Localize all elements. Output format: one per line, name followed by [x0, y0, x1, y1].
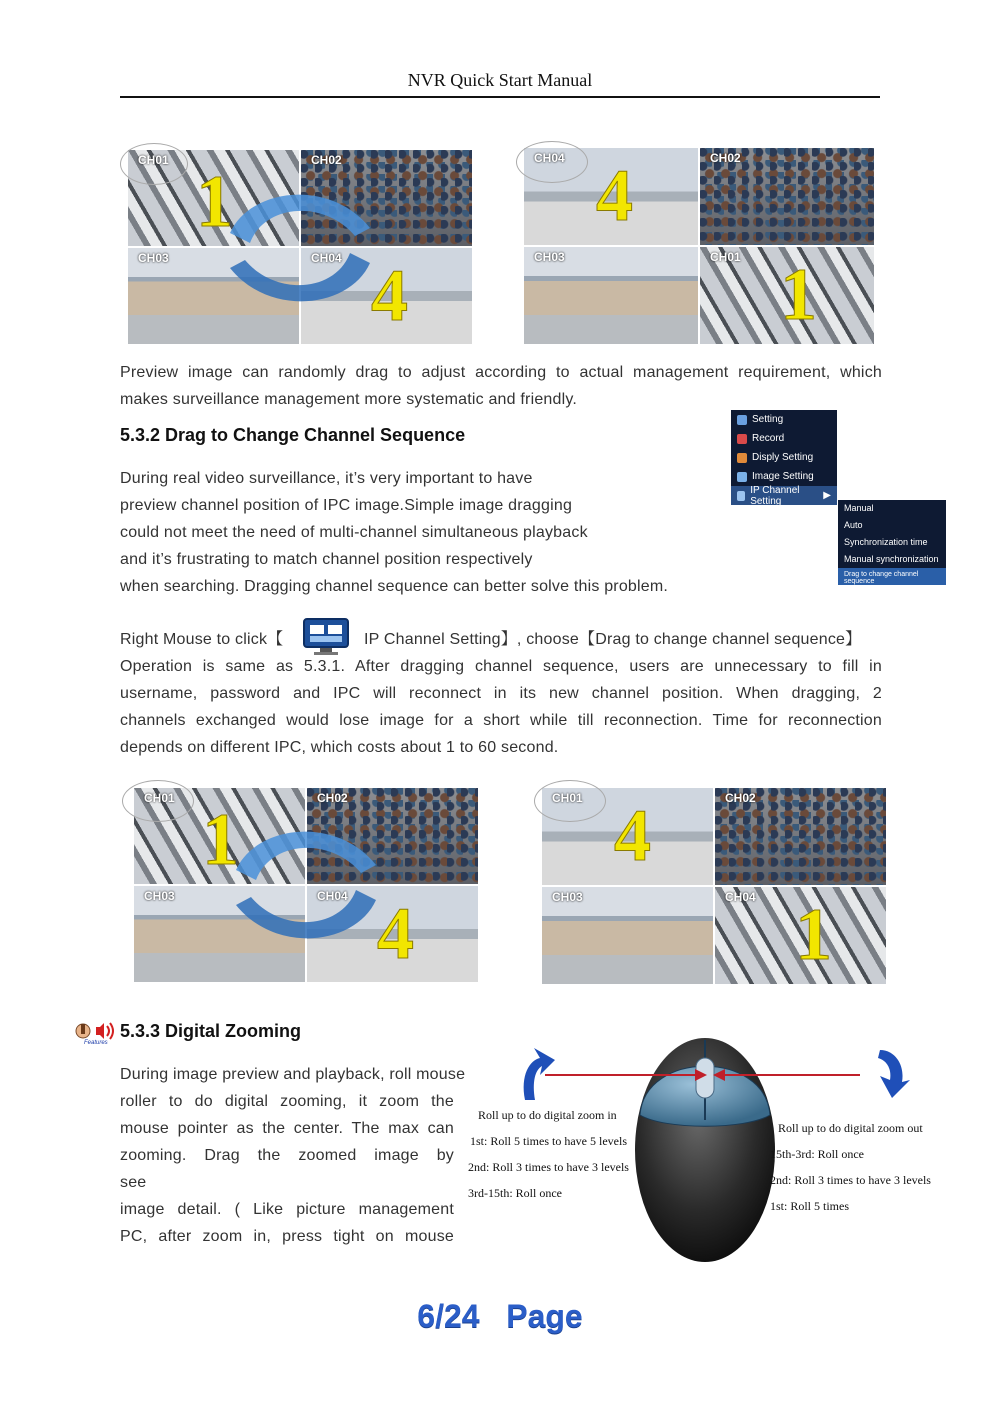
- menu-item-record[interactable]: Record: [731, 429, 837, 448]
- text-line: roller to do digital zooming, it zoom the: [120, 1093, 454, 1110]
- zoom-out-step: 15th-3rd: Roll once: [770, 1147, 864, 1161]
- channel-label: CH01: [552, 791, 583, 805]
- text-line: username, password and IPC will reconnect in its new channel position. When dragging, 2: [120, 685, 882, 702]
- text-line: see: [120, 1174, 147, 1191]
- zoom-out-step: 2nd: Roll 3 times to have 3 levels: [770, 1173, 931, 1187]
- drag-number: 1: [196, 161, 233, 243]
- channel-label: CH04: [317, 889, 348, 903]
- header-rule: [120, 96, 880, 98]
- text-line: mouse pointer as the center. The max can: [120, 1120, 454, 1137]
- menu-item-display-setting[interactable]: Disply Setting: [731, 448, 837, 467]
- channel-label: CH02: [317, 791, 348, 805]
- preview-grid-after: [524, 148, 874, 344]
- submenu-item-drag-sequence[interactable]: Drag to change channel sequence: [838, 568, 946, 585]
- zoom-in-step: 1st: Roll 5 times to have 5 levels: [470, 1134, 627, 1148]
- swap-arrows-icon: [216, 815, 396, 955]
- channel-tile: [524, 247, 698, 344]
- channel-label: CH03: [552, 890, 583, 904]
- section-heading: 5.3.3 Digital Zooming: [120, 1021, 302, 1041]
- channel-label: CH01: [144, 791, 175, 805]
- text-line: During real video surveillance, it’s very important to have: [120, 470, 533, 487]
- intro-line: makes surveillance management more systematic and friendly.: [120, 391, 578, 408]
- submenu-item-manual-sync[interactable]: Manual synchronization: [844, 554, 939, 564]
- channel-label: CH03: [534, 250, 565, 264]
- text-line: and it’s frustrating to match channel position respectively: [120, 551, 533, 568]
- section-heading: 5.3.2 Drag to Change Channel Sequence: [120, 425, 466, 445]
- instruction-suffix: IP Channel Setting】, choose【Drag to change channel sequence】: [364, 631, 862, 648]
- section-532-body: [120, 653, 882, 761]
- highlight-ring: [516, 141, 588, 183]
- chevron-right-icon: ▶: [823, 490, 831, 501]
- drag-number: 1: [202, 799, 239, 881]
- channel-label: CH01: [138, 153, 169, 167]
- record-icon: [737, 434, 747, 444]
- zoom-in-step: 2nd: Roll 3 times to have 3 levels: [468, 1160, 629, 1174]
- text-line: preview channel position of IPC image.Simple image dragging: [120, 497, 573, 514]
- context-submenu: [838, 500, 946, 585]
- highlight-ring: [120, 143, 188, 185]
- page-number: 6/24 Page: [417, 1298, 583, 1334]
- highlight-ring: [122, 780, 194, 822]
- channel-tile: [715, 788, 886, 885]
- scroll-down-icon: [878, 1050, 910, 1098]
- intro-line: Preview image can randomly drag to adjust according to actual management requirement, which: [120, 364, 882, 381]
- channel-tile: [700, 148, 874, 245]
- submenu-item-auto[interactable]: Auto: [844, 520, 863, 530]
- mouse-icon: [635, 1038, 775, 1262]
- channel-label: CH02: [725, 791, 756, 805]
- zoom-out-title: Roll up to do digital zoom out: [778, 1121, 923, 1135]
- drag-number: 1: [795, 894, 832, 976]
- submenu-item-manual[interactable]: Manual: [844, 503, 874, 513]
- text-line: could not meet the need of multi-channel simultaneous playback: [120, 524, 588, 541]
- text-line: During image preview and playback, roll mouse: [120, 1066, 466, 1083]
- drag-number: 4: [377, 893, 414, 975]
- swap-arrows-icon: [210, 178, 390, 318]
- channel-label: CH03: [138, 251, 169, 265]
- text-line: when searching. Dragging channel sequence can better solve this problem.: [120, 578, 669, 595]
- section-532-intro: [120, 465, 730, 600]
- zoom-out-step: 1st: Roll 5 times: [770, 1199, 850, 1213]
- sequence-grid-after: [542, 788, 886, 984]
- menu-item-ip-channel-setting[interactable]: IP Channel Setting ▶: [731, 486, 837, 505]
- features-badge: [74, 1021, 116, 1049]
- image-icon: [737, 472, 747, 482]
- channel-tile: [542, 887, 713, 984]
- drag-number: 4: [371, 255, 408, 337]
- channel-tile: [700, 247, 874, 344]
- drag-number: 1: [780, 254, 817, 336]
- monitor-icon: [737, 491, 745, 501]
- zoom-in-step: 3rd-15th: Roll once: [468, 1186, 562, 1200]
- channel-tile: [715, 887, 886, 984]
- text-line: depends on different IPC, which costs about 1 to 60 second.: [120, 739, 559, 756]
- channel-label: CH02: [710, 151, 741, 165]
- display-icon: [737, 453, 747, 463]
- drag-number: 4: [614, 795, 651, 877]
- channel-label: CH02: [311, 153, 342, 167]
- text-line: PC, after zoom in, press tight on mouse: [120, 1228, 454, 1245]
- drag-number: 4: [596, 155, 633, 237]
- channel-label: CH04: [725, 890, 756, 904]
- zoom-in-title: Roll up to do digital zoom in: [478, 1108, 617, 1122]
- gear-icon: [737, 415, 747, 425]
- menu-item-image-setting[interactable]: Image Setting: [731, 467, 837, 486]
- text-line: image detail. ( Like picture management: [120, 1201, 454, 1218]
- highlight-ring: [534, 780, 606, 822]
- channel-label: CH03: [144, 889, 175, 903]
- text-line: channels exchanged would lose image for a short while till reconnection. Time for reconnection: [120, 712, 882, 729]
- context-menu: [731, 410, 837, 505]
- menu-item-setting[interactable]: Setting: [731, 410, 837, 429]
- text-line: zooming. Drag the zoomed image by: [120, 1147, 454, 1164]
- channel-label: CH04: [311, 251, 342, 265]
- text-line: Operation is same as 5.3.1. After dragging channel sequence, users are unnecessary to fill in: [120, 658, 882, 675]
- submenu-item-sync-time[interactable]: Synchronization time: [844, 537, 928, 547]
- instruction-prefix: Right Mouse to click【: [120, 631, 284, 648]
- running-header: NVR Quick Start Manual: [407, 70, 593, 90]
- channel-label: CH01: [710, 250, 741, 264]
- features-badge-label: Features: [84, 1040, 108, 1046]
- channel-label: CH04: [534, 151, 565, 165]
- section-533-body: [120, 1061, 491, 1250]
- ip-channel-setting-icon: [302, 617, 350, 657]
